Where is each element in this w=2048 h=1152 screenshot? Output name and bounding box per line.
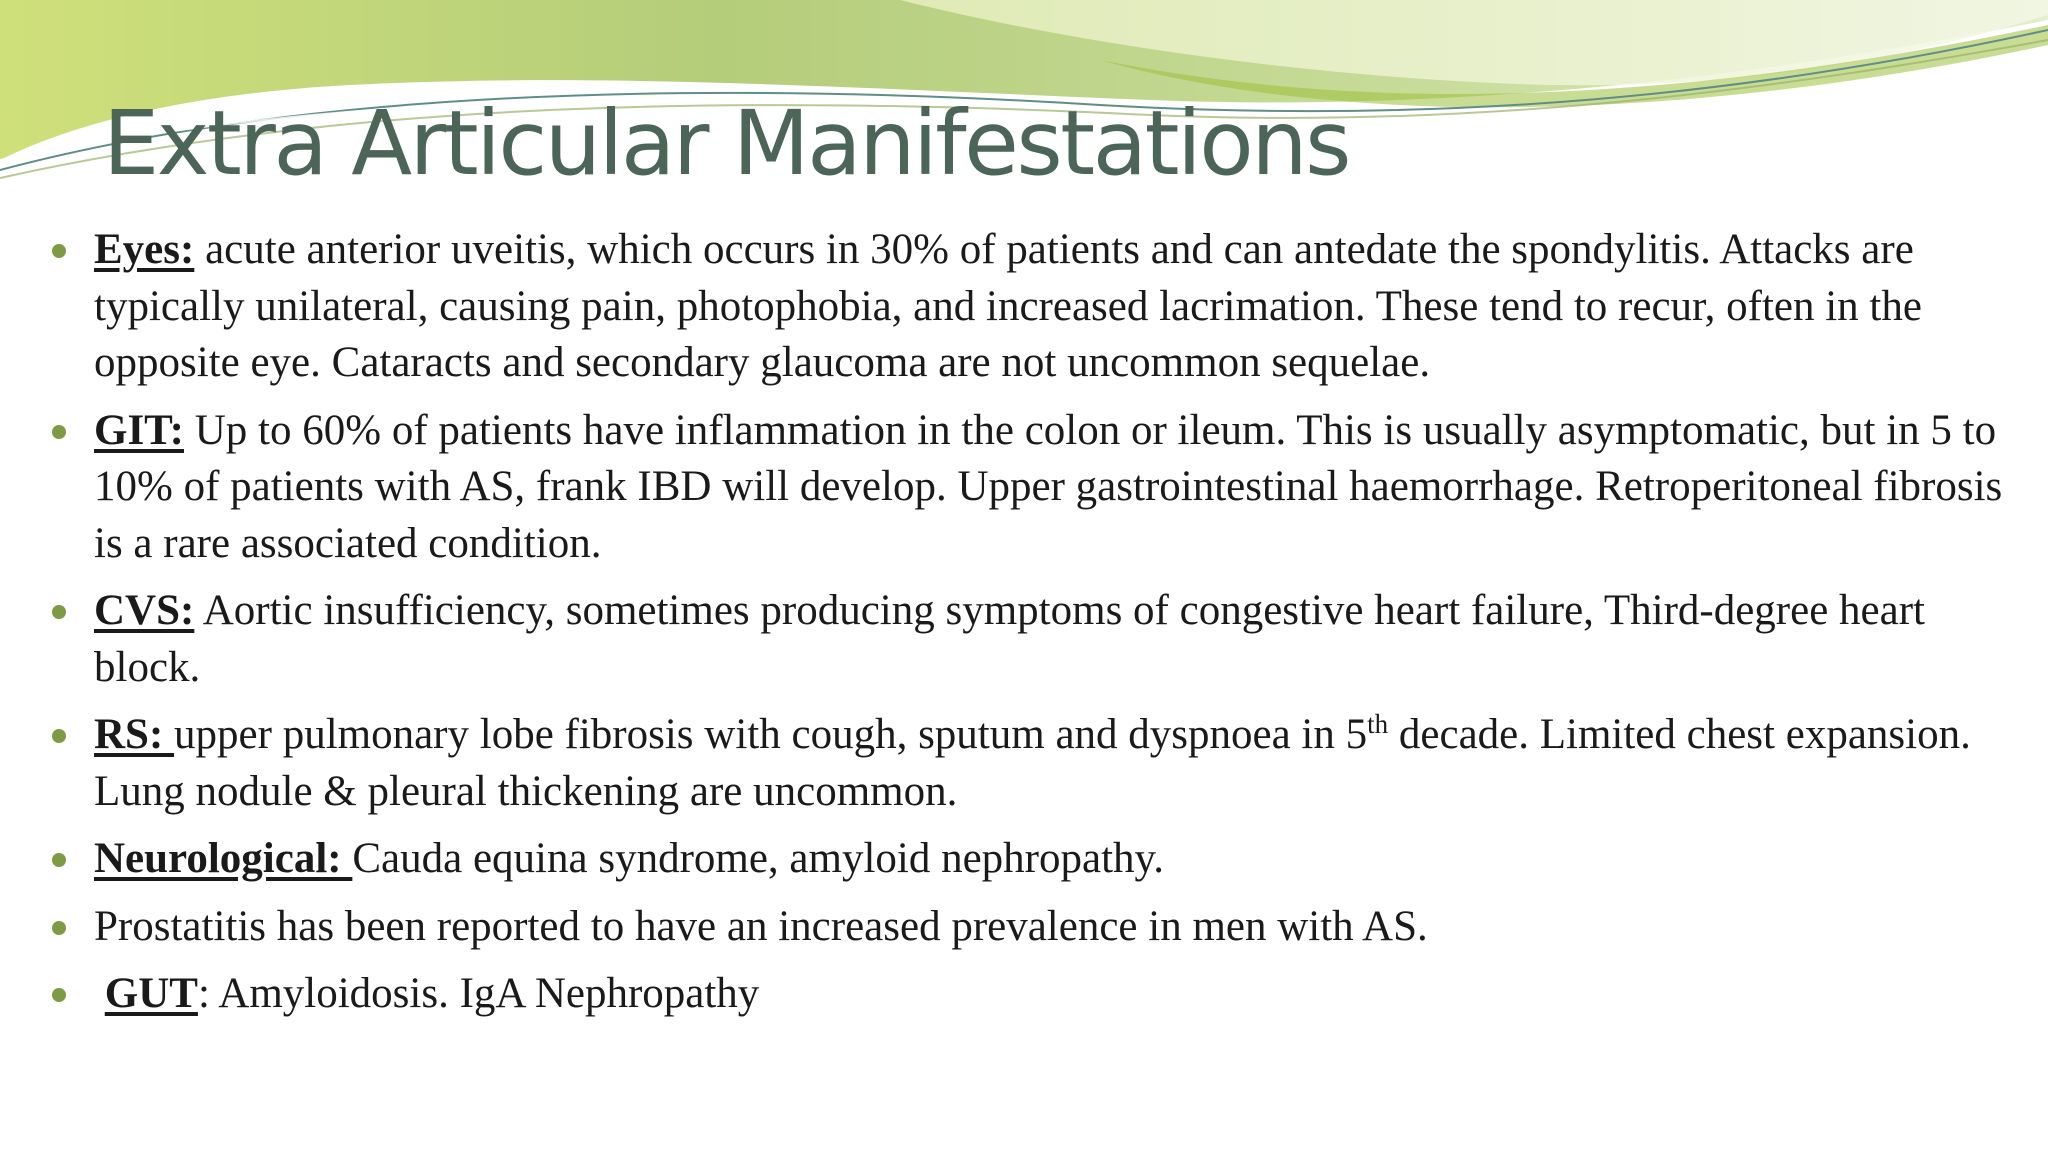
bullet-dot-icon <box>52 605 66 619</box>
bullet-lead-space <box>94 970 105 1017</box>
bullet-term: Eyes: <box>94 226 195 273</box>
bullet-dot-icon <box>52 988 66 1002</box>
bullet-text: Cauda equina syndrome, amyloid nephropathy. <box>352 835 1164 882</box>
superscript: th <box>1367 709 1389 739</box>
bullet-eyes <box>48 222 2008 392</box>
bullet-cvs <box>48 583 2008 696</box>
bullet-text: acute anterior uveitis, which occurs in 30% of patients and can antedate the spondylitis. Attacks are typically unilateral, causing pain, photophobia, and increased lacrimation. These tend to recur, often in the opposite eye. Cataracts and secondary glaucoma are not uncommon sequelae. <box>94 226 1922 386</box>
bullet-text-continued: decade. Limited chest expansion. Lung nodule & pleural thickening are uncommon. <box>94 711 1971 815</box>
bullet-prostatitis <box>48 899 2008 956</box>
bullet-term: GUT <box>104 970 198 1017</box>
bullet-text: Up to 60% of patients have inflammation in the colon or ileum. This is usually asymptomatic, but in 5 to 10% of patients with AS, frank IBD will develop. Upper gastrointestinal haemorrhage. Retroperitoneal fibrosis is a rare associated condition. <box>94 406 2003 567</box>
bullet-term: CVS: <box>94 587 195 634</box>
bullet-rs <box>48 707 2008 820</box>
bullet-dot-icon <box>52 729 66 743</box>
bullet-text: upper pulmonary lobe fibrosis with cough, sputum and dyspnoea in 5 <box>174 711 1368 758</box>
bullet-neurological <box>48 831 2008 888</box>
bullet-dot-icon <box>52 425 66 439</box>
bullet-dot-icon <box>52 853 66 867</box>
bullet-term: Neurological: <box>94 835 353 882</box>
bullet-dot-icon <box>52 244 66 258</box>
bullet-term: RS: <box>94 711 175 758</box>
bullet-list <box>48 222 2008 1034</box>
bullet-text: : Amyloidosis. IgA Nephropathy <box>197 970 760 1017</box>
bullet-dot-icon <box>52 921 66 935</box>
slide-title: Extra Articular Manifestations <box>103 91 1350 195</box>
bullet-git <box>48 403 2008 573</box>
bullet-gut <box>48 966 2008 1023</box>
bullet-text: Prostatitis has been reported to have an increased prevalence in men with AS. <box>94 902 1428 950</box>
bullet-text: Aortic insufficiency, sometimes producing symptoms of congestive heart failure, Third-degree heart block. <box>94 587 1925 691</box>
bullet-term: GIT: <box>94 406 184 454</box>
